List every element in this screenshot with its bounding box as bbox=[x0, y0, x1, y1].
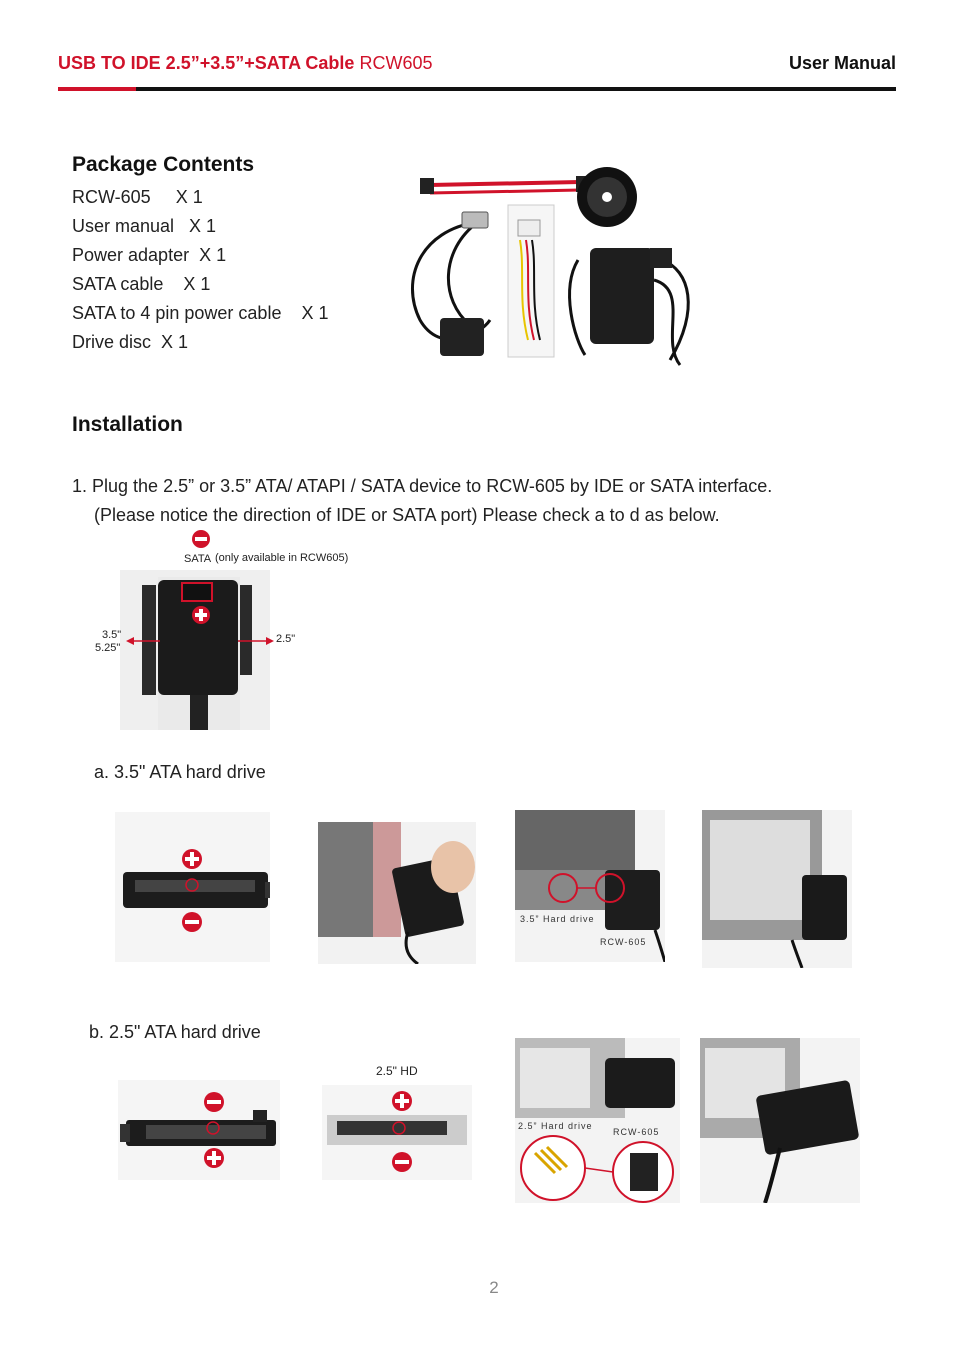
header-rule bbox=[136, 87, 896, 91]
package-item: SATA cable X 1 bbox=[72, 274, 211, 294]
page-number: 2 bbox=[489, 1278, 499, 1297]
section-b-hd-label: 2.5" HD bbox=[376, 1064, 418, 1078]
header-title-model: RCW605 bbox=[359, 53, 433, 73]
package-item: SATA to 4 pin power cable X 1 bbox=[72, 303, 329, 323]
section-b-caption-adapter: RCW-605 bbox=[613, 1127, 660, 1137]
header-title-bold: USB TO IDE 2.5”+3.5”+SATA Cable bbox=[58, 53, 355, 73]
section-a-photo-3 bbox=[702, 810, 852, 968]
section-a-label: a. 3.5" ATA hard drive bbox=[94, 762, 266, 782]
installation-heading: Installation bbox=[72, 413, 183, 436]
section-a-caption-adapter: RCW-605 bbox=[600, 937, 647, 947]
section-b-drive-diagram bbox=[322, 1085, 472, 1180]
package-item: Drive disc X 1 bbox=[72, 332, 189, 352]
section-b-photo-2 bbox=[700, 1038, 860, 1203]
header-rule-accent bbox=[58, 87, 136, 91]
step-1-line-2: (Please notice the direction of IDE or SATA port) Please check a to d as below. bbox=[94, 505, 720, 525]
step-1 bbox=[72, 472, 772, 530]
step-1-line-1: 1. Plug the 2.5” or 3.5” ATA/ ATAPI / SATA device to RCW-605 by IDE or SATA interface. bbox=[72, 476, 773, 496]
section-b-label: b. 2.5" ATA hard drive bbox=[89, 1022, 261, 1042]
header-title bbox=[58, 53, 432, 74]
package-heading: Package Contents bbox=[72, 153, 255, 176]
section-b-caption-drive: 2.5” Hard drive bbox=[518, 1121, 593, 1131]
section-b-adapter-diagram bbox=[118, 1080, 280, 1180]
package-item: RCW-605 X 1 bbox=[72, 187, 203, 207]
sata-label: SATA bbox=[184, 553, 212, 565]
package-item: User manual X 1 bbox=[72, 216, 217, 236]
sata-note: (only available in RCW605) bbox=[215, 552, 349, 564]
left-size-label-a: 3.5" bbox=[102, 629, 122, 641]
package-item: Power adapter X 1 bbox=[72, 245, 227, 265]
header-right: User Manual bbox=[788, 53, 896, 73]
left-size-label-b: 5.25" bbox=[95, 642, 121, 654]
section-a-adapter-diagram bbox=[115, 812, 270, 962]
section-a-photo-1 bbox=[318, 822, 476, 964]
right-size-label: 2.5" bbox=[276, 633, 296, 645]
section-a-caption-drive: 3.5” Hard drive bbox=[520, 914, 595, 924]
package-list bbox=[72, 183, 328, 357]
package-contents-photo bbox=[400, 160, 700, 372]
